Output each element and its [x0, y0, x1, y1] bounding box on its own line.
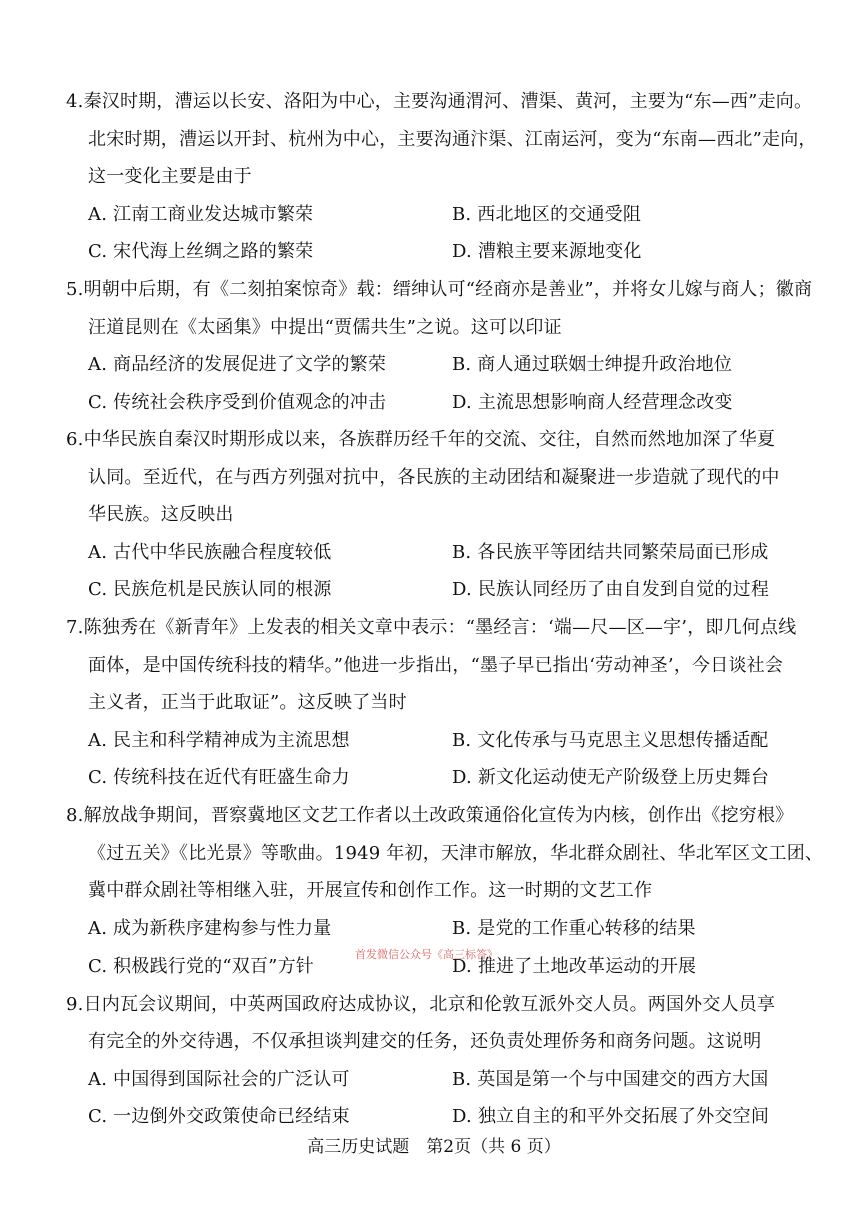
question-5-line-2: 汪道昆则在《太函集》中提出“贾儒共生”之说。这可以印证: [88, 317, 562, 338]
question-8-line-2: 《过五关》《比光景》等歌曲。1949 年初，天津市解放，华北群众剧社、华北军区文工团、: [88, 843, 824, 864]
question-6-option-a: A. 古代中华民族融合程度较低: [88, 542, 332, 563]
question-7-option-b: B. 文化传承与马克思主义思想传播适配: [452, 730, 769, 751]
question-4-option-a: A. 江南工商业发达城市繁荣: [88, 204, 314, 225]
watermark-text: 首发微信公众号《高三标答》: [355, 948, 498, 961]
question-9-option-a: A. 中国得到国际社会的广泛认可: [88, 1069, 350, 1090]
question-7-line-3: 主义者，正当于此取证”。这反映了当时: [88, 692, 407, 713]
question-8-line-3: 冀中群众剧社等相继入驻，开展宣传和创作工作。这一时期的文艺工作: [88, 880, 653, 901]
question-number: 9.: [66, 994, 84, 1015]
page-footer: 高三历史试题 第2页（共 6 页）: [307, 1137, 561, 1157]
question-5-option-d: D. 主流思想影响商人经营理念改变: [452, 392, 733, 413]
question-8-option-b: B. 是党的工作重心转移的结果: [452, 918, 696, 939]
question-9-line-1: 9.日内瓦会议期间，中英两国政府达成协议，北京和伦敦互派外交人员。两国外交人员享: [66, 994, 776, 1015]
question-4-option-b: B. 西北地区的交通受阻: [452, 204, 642, 225]
question-number: 6.: [66, 429, 84, 450]
question-number: 7.: [66, 617, 84, 638]
question-number: 4.: [66, 91, 84, 112]
question-8-option-c: C. 积极践行党的“双百”方针: [88, 956, 314, 977]
question-5-option-b: B. 商人通过联姻士绅提升政治地位: [452, 354, 733, 375]
question-5-option-a: A. 商品经济的发展促进了文学的繁荣: [88, 354, 387, 375]
question-4-option-c: C. 宋代海上丝绸之路的繁荣: [88, 241, 314, 262]
question-7-option-c: C. 传统科技在近代有旺盛生命力: [88, 767, 350, 788]
question-4-line-3: 这一变化主要是由于: [88, 166, 252, 187]
question-6-line-1: 6.中华民族自秦汉时期形成以来，各族群历经千年的交流、交往，自然而然地加深了华夏: [66, 429, 776, 450]
question-7-line-1: 7.陈独秀在《新青年》上发表的相关文章中表示：“墨经言：‘端—尺—区—宇’，即几何点线: [66, 617, 797, 638]
question-7-option-a: A. 民主和科学精神成为主流思想: [88, 730, 350, 751]
question-4-option-d: D. 漕粮主要来源地变化: [452, 241, 642, 262]
question-7-line-2: 面体，是中国传统科技的精华。”他进一步指出，“墨子早已指出‘劳动神圣’，今日谈社会: [88, 655, 784, 676]
question-5-line-1: 5.明朝中后期，有《二刻拍案惊奇》载：缙绅认可“经商亦是善业”，并将女儿嫁与商人；徽商: [66, 279, 813, 300]
question-6-option-b: B. 各民族平等团结共同繁荣局面已形成: [452, 542, 769, 563]
question-number: 8.: [66, 805, 84, 826]
question-8-option-a: A. 成为新秩序建构参与性力量: [88, 918, 332, 939]
question-6-line-3: 华民族。这反映出: [88, 504, 234, 525]
question-6-line-2: 认同。至近代，在与西方列强对抗中，各民族的主动团结和凝聚进一步造就了现代的中: [88, 467, 780, 488]
question-number: 5.: [66, 279, 84, 300]
question-9-option-d: D. 独立自主的和平外交拓展了外交空间: [452, 1106, 770, 1127]
question-4-line-1: 4.秦汉时期，漕运以长安、洛阳为中心，主要沟通渭河、漕渠、黄河，主要为“东—西”走向。: [66, 91, 813, 112]
question-9-option-b: B. 英国是第一个与中国建交的西方大国: [452, 1069, 769, 1090]
question-5-option-c: C. 传统社会秩序受到价值观念的冲击: [88, 392, 387, 413]
question-8-option-d: D. 推进了土地改革运动的开展: [452, 956, 697, 977]
question-7-option-d: D. 新文化运动使无产阶级登上历史舞台: [452, 767, 770, 788]
question-8-line-1: 8.解放战争期间，晋察冀地区文艺工作者以土改政策通俗化宣传为内核，创作出《挖穷根》: [66, 805, 794, 826]
question-9-line-2: 有完全的外交待遇，不仅承担谈判建交的任务，还负责处理侨务和商务问题。这说明: [88, 1031, 762, 1052]
question-9-option-c: C. 一边倒外交政策使命已经结束: [88, 1106, 350, 1127]
question-4-line-2: 北宋时期，漕运以开封、杭州为中心，主要沟通汴渠、江南运河，变为“东南—西北”走向，: [88, 129, 817, 150]
question-6-option-c: C. 民族危机是民族认同的根源: [88, 579, 332, 600]
question-6-option-d: D. 民族认同经历了由自发到自觉的过程: [452, 579, 770, 600]
